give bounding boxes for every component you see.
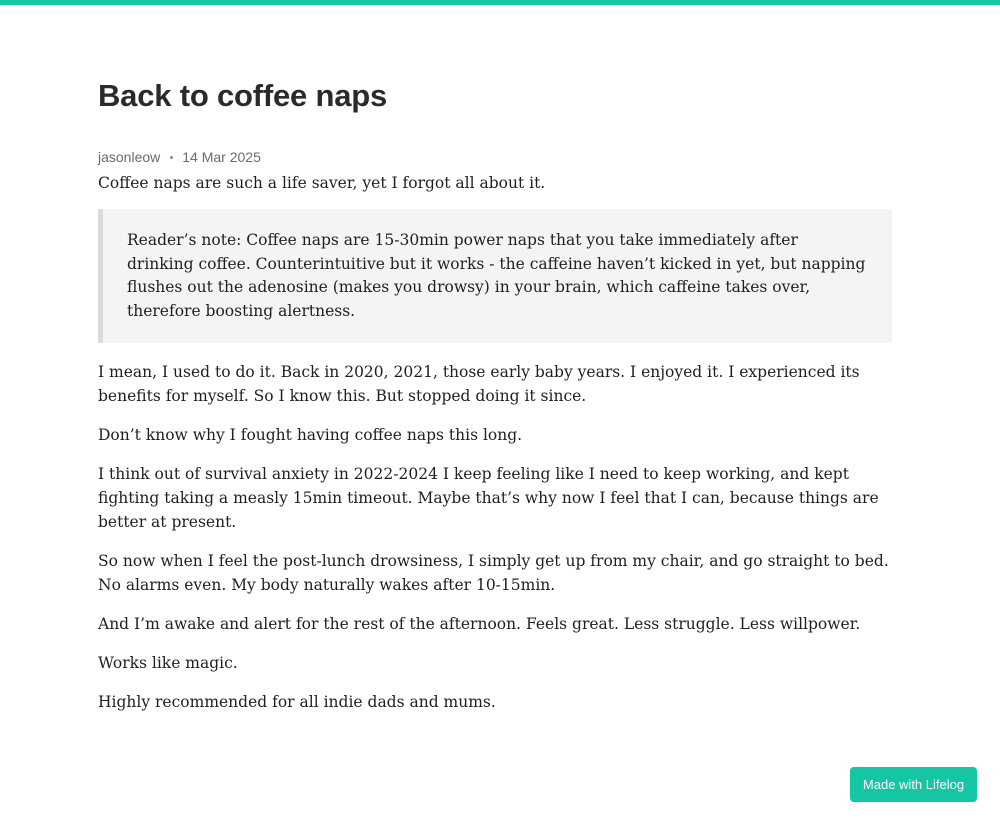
post-paragraph: And I’m awake and alert for the rest of the afternoon. Feels great. Less struggle. Less willpower. [98,615,861,633]
readers-note-text: Reader’s note: Coffee naps are 15-30min power naps that you take immediately after drinking coffee. Counterintuitive but it works - the caffeine haven’t kicked in yet, but napping flushes out the adenosine (makes you drowsy) in your brain, which caffeine takes over, therefore boosting alertness. [127,231,866,320]
post-paragraph: I think out of survival anxiety in 2022-2024 I keep feeling like I need to keep working, and kept fighting taking a measly 15min timeout. Maybe that’s why now I feel that I can, because things are better at present. [98,465,879,531]
readers-note-blockquote [98,209,892,343]
post-meta [98,148,892,166]
meta-separator-dot [170,156,173,159]
top-accent-bar [0,0,1000,5]
post-article [98,76,892,714]
made-with-lifelog-button[interactable]: Made with Lifelog [850,767,977,802]
post-paragraph: Highly recommended for all indie dads and mums. [98,693,496,711]
post-paragraph: Don’t know why I fought having coffee naps this long. [98,426,523,444]
post-paragraph: Works like magic. [98,654,238,672]
post-date: 14 Mar 2025 [182,149,261,165]
post-intro: Coffee naps are such a life saver, yet I forgot all about it. [98,174,546,192]
post-title: Back to coffee naps [98,78,388,113]
post-paragraph: I mean, I used to do it. Back in 2020, 2021, those early baby years. I enjoyed it. I experienced its benefits for myself. So I know this. But stopped doing it since. [98,363,860,405]
post-paragraph: So now when I feel the post-lunch drowsiness, I simply get up from my chair, and go straight to bed. No alarms even. My body naturally wakes after 10-15min. [98,552,889,594]
post-author[interactable]: jasonleow [98,149,161,165]
